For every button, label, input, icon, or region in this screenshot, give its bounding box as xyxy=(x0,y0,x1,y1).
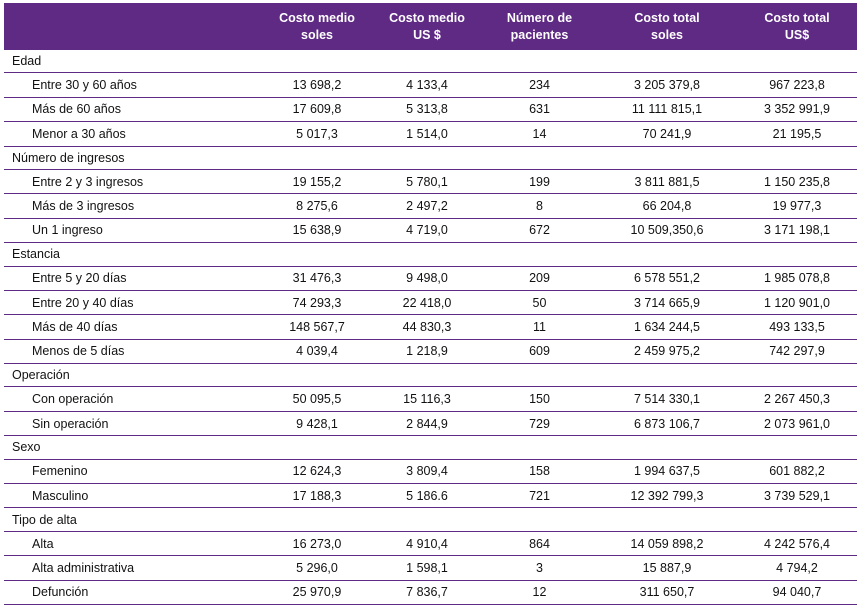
row-label-cell: Entre 2 y 3 ingresos xyxy=(32,174,144,189)
table-header xyxy=(4,3,857,50)
total-cost-soles-cell: 3 205 379,8 xyxy=(633,78,701,93)
avg-cost-soles-cell: 5 017,3 xyxy=(296,126,338,141)
patient-count-cell: 721 xyxy=(529,488,550,503)
patient-count-cell: 50 xyxy=(532,295,547,310)
avg-cost-soles-cell: 5 296,0 xyxy=(296,560,338,575)
total-cost-soles-cell: 3 714 665,9 xyxy=(633,295,701,310)
row-label-cell: Con operación xyxy=(32,392,114,407)
avg-cost-usd-cell: 5 186.6 xyxy=(406,488,448,503)
header-avg-cost-soles: Costo medio soles xyxy=(279,10,355,42)
avg-cost-soles-cell: 13 698,2 xyxy=(292,78,342,93)
group-header: Sexo xyxy=(4,436,857,459)
header-total-cost-soles: Costo total soles xyxy=(634,10,700,42)
table-row xyxy=(4,387,857,411)
total-cost-soles-cell: 2 459 975,2 xyxy=(633,344,701,359)
total-cost-soles-cell: 14 059 898,2 xyxy=(630,536,704,551)
total-cost-soles-cell: 1 994 637,5 xyxy=(633,464,701,479)
header-avg-cost-usd: Costo medio US $ xyxy=(389,10,465,42)
row-label-cell: Más de 60 años xyxy=(32,102,121,117)
avg-cost-usd-cell: 5 780,1 xyxy=(406,174,448,189)
table-row xyxy=(4,219,857,243)
table-body xyxy=(4,50,857,605)
total-cost-usd-cell: 2 073 961,0 xyxy=(763,416,831,431)
total-cost-usd-cell: 4 242 576,4 xyxy=(763,536,831,551)
table-row xyxy=(4,170,857,194)
patient-count-cell: 609 xyxy=(529,344,550,359)
total-cost-usd-cell: 94 040,7 xyxy=(772,585,822,600)
table-row xyxy=(4,291,857,315)
group-header: Número de ingresos xyxy=(4,147,857,170)
patient-count-cell: 631 xyxy=(529,102,550,117)
row-label-cell: Masculino xyxy=(32,488,89,503)
row-label-cell: Entre 20 y 40 días xyxy=(32,295,134,310)
avg-cost-usd-cell: 1 218,9 xyxy=(406,344,448,359)
patient-count-cell: 864 xyxy=(529,536,550,551)
table-row xyxy=(4,194,857,218)
group-header: Estancia xyxy=(4,243,857,266)
group-header: Operación xyxy=(4,364,857,387)
row-label-cell: Más de 40 días xyxy=(32,319,118,334)
avg-cost-usd-cell: 9 498,0 xyxy=(406,271,448,286)
group-header: Tipo de alta xyxy=(4,508,857,531)
total-cost-usd-cell: 967 223,8 xyxy=(769,78,825,93)
table-row xyxy=(4,267,857,291)
avg-cost-soles-cell: 19 155,2 xyxy=(292,174,342,189)
avg-cost-usd-cell: 22 418,0 xyxy=(402,295,452,310)
total-cost-soles-cell: 70 241,9 xyxy=(642,126,692,141)
row-label-cell: Alta xyxy=(32,536,54,551)
avg-cost-soles-cell: 17 609,8 xyxy=(292,102,342,117)
patient-count-cell: 150 xyxy=(529,392,550,407)
total-cost-soles-cell: 11 111 815,1 xyxy=(631,102,703,117)
avg-cost-soles-cell: 31 476,3 xyxy=(292,271,342,286)
row-label-cell: Entre 30 y 60 años xyxy=(32,78,137,93)
patient-count-cell: 729 xyxy=(529,416,550,431)
total-cost-usd-cell: 3 171 198,1 xyxy=(763,223,831,238)
patient-count-cell: 234 xyxy=(529,78,550,93)
avg-cost-usd-cell: 1 598,1 xyxy=(406,560,448,575)
patient-count-cell: 199 xyxy=(529,174,550,189)
avg-cost-usd-cell: 3 809,4 xyxy=(406,464,448,479)
total-cost-soles-cell: 6 873 106,7 xyxy=(633,416,701,431)
total-cost-usd-cell: 3 739 529,1 xyxy=(763,488,831,503)
avg-cost-soles-cell: 8 275,6 xyxy=(296,199,338,214)
avg-cost-usd-cell: 2 844,9 xyxy=(406,416,448,431)
table-row xyxy=(4,581,857,605)
avg-cost-usd-cell: 44 830,3 xyxy=(402,319,452,334)
patient-count-cell: 158 xyxy=(529,464,550,479)
patient-count-cell: 12 xyxy=(532,585,547,600)
row-label-cell: Menor a 30 años xyxy=(32,126,126,141)
avg-cost-usd-cell: 5 313,8 xyxy=(406,102,448,117)
table-row xyxy=(4,122,857,146)
row-label-cell: Un 1 ingreso xyxy=(32,223,103,238)
avg-cost-usd-cell: 4 910,4 xyxy=(406,536,448,551)
group-header: Edad xyxy=(4,50,857,73)
table-row xyxy=(4,412,857,436)
total-cost-soles-cell: 6 578 551,2 xyxy=(633,271,701,286)
total-cost-soles-cell: 7 514 330,1 xyxy=(633,392,701,407)
avg-cost-soles-cell: 16 273,0 xyxy=(292,536,342,551)
total-cost-soles-cell: 311 650,7 xyxy=(639,585,695,600)
patient-count-cell: 3 xyxy=(536,560,543,575)
total-cost-usd-cell: 3 352 991,9 xyxy=(763,102,831,117)
total-cost-usd-cell: 2 267 450,3 xyxy=(763,392,831,407)
total-cost-soles-cell: 12 392 799,3 xyxy=(630,488,704,503)
row-label-cell: Defunción xyxy=(32,585,89,600)
total-cost-soles-cell: 66 204,8 xyxy=(642,199,692,214)
row-label-cell: Sin operación xyxy=(32,416,109,431)
total-cost-usd-cell: 1 150 235,8 xyxy=(763,174,831,189)
avg-cost-usd-cell: 7 836,7 xyxy=(406,585,448,600)
avg-cost-usd-cell: 1 514,0 xyxy=(406,126,448,141)
avg-cost-soles-cell: 17 188,3 xyxy=(292,488,342,503)
avg-cost-usd-cell: 15 116,3 xyxy=(403,392,451,407)
avg-cost-usd-cell: 4 133,4 xyxy=(406,78,448,93)
total-cost-usd-cell: 19 977,3 xyxy=(772,199,822,214)
total-cost-soles-cell: 15 887,9 xyxy=(642,560,692,575)
avg-cost-soles-cell: 4 039,4 xyxy=(296,344,338,359)
row-label-cell: Alta administrativa xyxy=(32,560,135,575)
avg-cost-soles-cell: 74 293,3 xyxy=(292,295,342,310)
total-cost-usd-cell: 1 120 901,0 xyxy=(763,295,831,310)
total-cost-usd-cell: 4 794,2 xyxy=(776,560,818,575)
row-label-cell: Menos de 5 días xyxy=(32,344,125,359)
patient-count-cell: 672 xyxy=(529,223,550,238)
avg-cost-soles-cell: 25 970,9 xyxy=(292,585,342,600)
table-row xyxy=(4,315,857,339)
avg-cost-soles-cell: 15 638,9 xyxy=(292,223,342,238)
total-cost-usd-cell: 1 985 078,8 xyxy=(763,271,831,286)
table-row xyxy=(4,460,857,484)
row-label-cell: Femenino xyxy=(32,464,88,479)
patient-count-cell: 11 xyxy=(533,319,546,334)
table-row xyxy=(4,340,857,364)
total-cost-soles-cell: 3 811 881,5 xyxy=(634,174,700,189)
header-total-cost-usd: Costo total US$ xyxy=(764,10,830,42)
table-row xyxy=(4,484,857,508)
total-cost-usd-cell: 21 195,5 xyxy=(772,126,822,141)
patient-count-cell: 209 xyxy=(529,271,550,286)
total-cost-soles-cell: 1 634 244,5 xyxy=(633,319,701,334)
cost-table xyxy=(4,3,857,605)
row-label-cell: Entre 5 y 20 días xyxy=(32,271,127,286)
table-row xyxy=(4,73,857,97)
header-patient-count: Número de pacientes xyxy=(506,10,573,42)
table-row xyxy=(4,98,857,122)
total-cost-soles-cell: 10 509,350,6 xyxy=(630,223,704,238)
avg-cost-usd-cell: 4 719,0 xyxy=(406,223,448,238)
total-cost-usd-cell: 601 882,2 xyxy=(769,464,825,479)
patient-count-cell: 8 xyxy=(536,199,543,214)
table-row xyxy=(4,532,857,556)
avg-cost-soles-cell: 9 428,1 xyxy=(296,416,338,431)
avg-cost-soles-cell: 50 095,5 xyxy=(292,392,342,407)
avg-cost-soles-cell: 12 624,3 xyxy=(292,464,342,479)
row-label-cell: Más de 3 ingresos xyxy=(32,199,135,214)
table-row xyxy=(4,556,857,580)
total-cost-usd-cell: 742 297,9 xyxy=(769,344,825,359)
avg-cost-usd-cell: 2 497,2 xyxy=(406,199,448,214)
patient-count-cell: 14 xyxy=(532,126,547,141)
total-cost-usd-cell: 493 133,5 xyxy=(769,319,825,334)
avg-cost-soles-cell: 148 567,7 xyxy=(289,319,345,334)
